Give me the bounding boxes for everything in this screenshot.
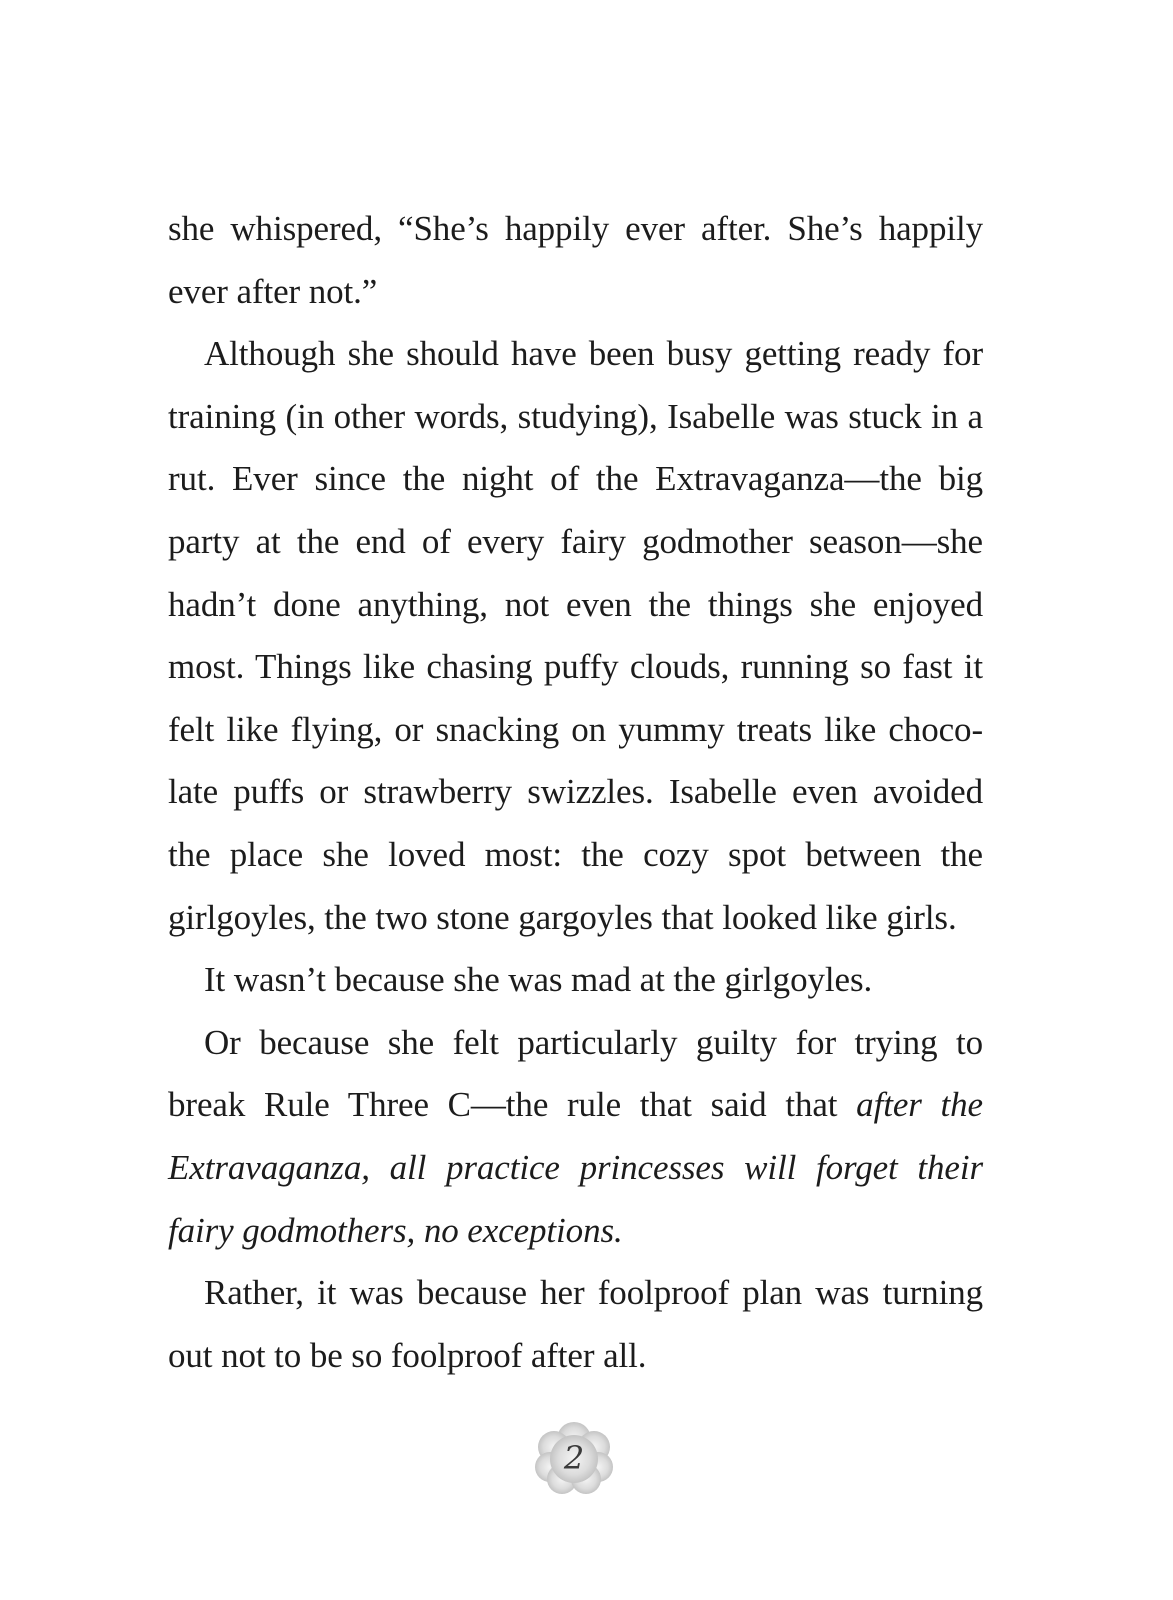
paragraph-not-mad: It wasn’t because she was mad at the girlgoyles. — [204, 960, 873, 1000]
rule-italic-text: after the Extravaganza, all practice princesses will forget their fairy godmothers, no exceptions. — [168, 1085, 983, 1250]
paragraph-continuation: she whispered, “She’s happily ever after. She’s happily ever after not.” — [168, 209, 983, 311]
paragraph-rule-three-c — [168, 1012, 983, 1262]
page-number-badge — [532, 1419, 616, 1497]
page-number: 2 — [563, 1439, 585, 1477]
paragraph-rut: Although she should have been busy getting ready for training (in other words, studying), Isabelle was stuck in a rut. Ever since the night of the Extravaganza—the big party at the end of every fairy godmother season—she hadn’t done anything, not even the things she enjoyed most. Things like chasing puffy clouds, running so fast it felt like flying, or snacking on yummy treats like choco-late puffs or strawberry swizzles. Isabelle even avoided the place she loved most: the cozy spot between the girlgoyles, the two stone gargoyles that looked like girls. — [168, 334, 983, 937]
body-text — [168, 198, 983, 1387]
paragraph-foolproof-plan: Rather, it was because her foolproof plan was turning out not to be so foolproof after all. — [168, 1273, 983, 1375]
rule-intro-text: Or because she felt particularly guilty for trying to break Rule Three C—the rule that said that — [168, 1022, 983, 1125]
